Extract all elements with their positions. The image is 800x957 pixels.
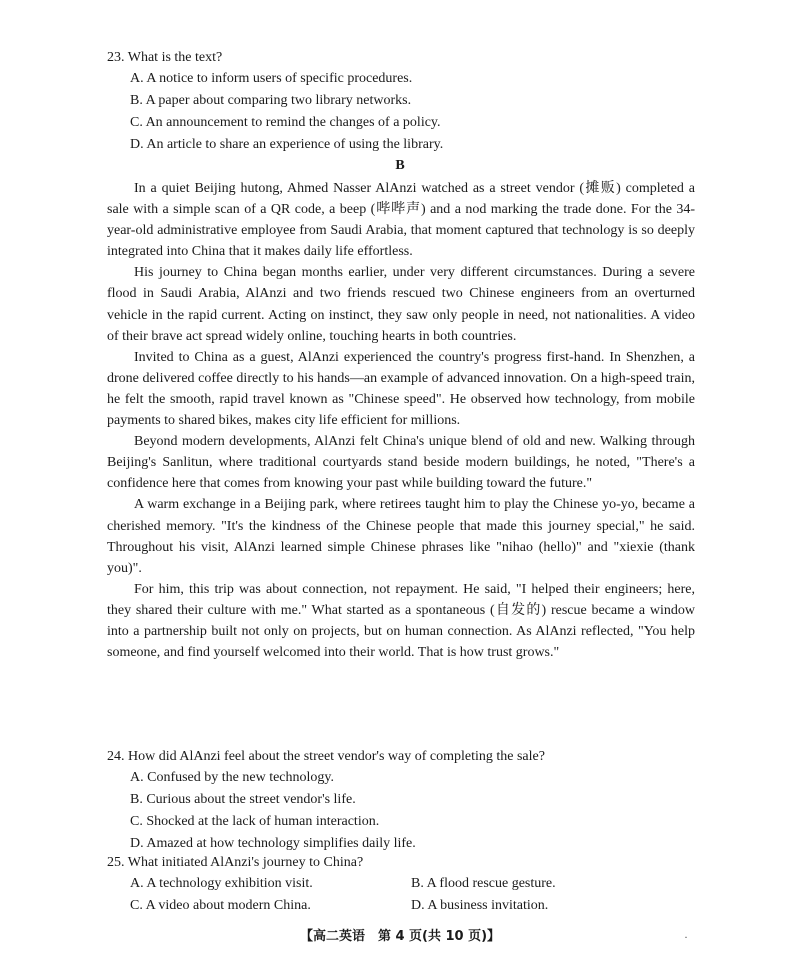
- passage-paragraph: For him, this trip was about connection, not repayment. He said, "I helped their engineers; here, they shared their culture with me." What started as a spontaneous (自发的) rescue became a window into a partnership built not only on projects, but on human connection. As AlAnzi reflected, "You help someone, and find yourself welcomed into their world. That is how trust grows.": [107, 581, 695, 661]
- option-25-d: D. A business invitation.: [411, 898, 549, 913]
- option-23-d: D. An article to share an experience of using the library.: [130, 137, 444, 152]
- option-25-c: C. A video about modern China.: [130, 898, 311, 913]
- question-24: 24. How did AlAnzi feel about the street vendor's way of completing the sale?: [107, 749, 545, 764]
- passage-paragraph: In a quiet Beijing hutong, Ahmed Nasser AlAnzi watched as a street vendor (摊贩) completed a sale with a simple scan of a QR code, a beep (哔哔声) and a nod marking the trade done. For the 34-year-old administrative employee from Saudi Arabia, that moment captured that technology is so deeply integrated into China that it makes daily life effortless.: [107, 181, 695, 260]
- option-24-b: B. Curious about the street vendor's life.: [130, 792, 356, 807]
- option-23-b: B. A paper about comparing two library networks.: [130, 93, 412, 108]
- option-24-c: C. Shocked at the lack of human interaction.: [130, 814, 380, 829]
- passage-paragraph: His journey to China began months earlier, under very different circumstances. During a severe flood in Saudi Arabia, AlAnzi and two friends rescued two Chinese engineers from an overturned vehicle in the rapid current. Acting on instinct, they saw only people in need, not nationalities. A video of their brave act spread widely online, touching hearts in both countries.: [107, 265, 695, 344]
- section-label: B: [395, 158, 405, 173]
- option-25-a: A. A technology exhibition visit.: [130, 876, 313, 891]
- option-23-c: C. An announcement to remind the changes of a policy.: [130, 115, 441, 130]
- passage-paragraph: A warm exchange in a Beijing park, where retirees taught him to play the Chinese yo-yo, became a cherished memory. "It's the kindness of the Chinese people that made this journey special," he said. Throughout his visit, AlAnzi learned simple Chinese phrases like "nihao (hello)" and "xiexie (thank you)".: [107, 497, 695, 576]
- question-25: 25. What initiated AlAnzi's journey to China?: [107, 855, 364, 870]
- passage-paragraph: Invited to China as a guest, AlAnzi experienced the country's progress first-hand. In Shenzhen, a drone delivered coffee directly to his hands—an example of advanced innovation. On a high-speed train, he felt the smooth, rapid travel known as "Chinese speed". He observed how technology, from mobile payments to shared bikes, makes city life efficient for millions.: [107, 349, 695, 429]
- option-23-a: A. A notice to inform users of specific procedures.: [130, 71, 413, 86]
- passage-paragraph: Beyond modern developments, AlAnzi felt China's unique blend of old and new. Walking through Beijing's Sanlitun, where traditional courtyards stand beside modern buildings, he noted, "There's a confidence here that comes from knowing your past while building toward the future.": [107, 434, 695, 492]
- page-footer: 【高二英语 第 4 页(共 10 页)】: [299, 929, 501, 944]
- question-23: 23. What is the text?: [107, 50, 223, 65]
- passage: [107, 178, 695, 663]
- option-24-a: A. Confused by the new technology.: [130, 770, 334, 785]
- corner-mark: ·: [684, 930, 688, 944]
- option-25-b: B. A flood rescue gesture.: [411, 876, 556, 891]
- option-24-d: D. Amazed at how technology simplifies daily life.: [130, 836, 416, 851]
